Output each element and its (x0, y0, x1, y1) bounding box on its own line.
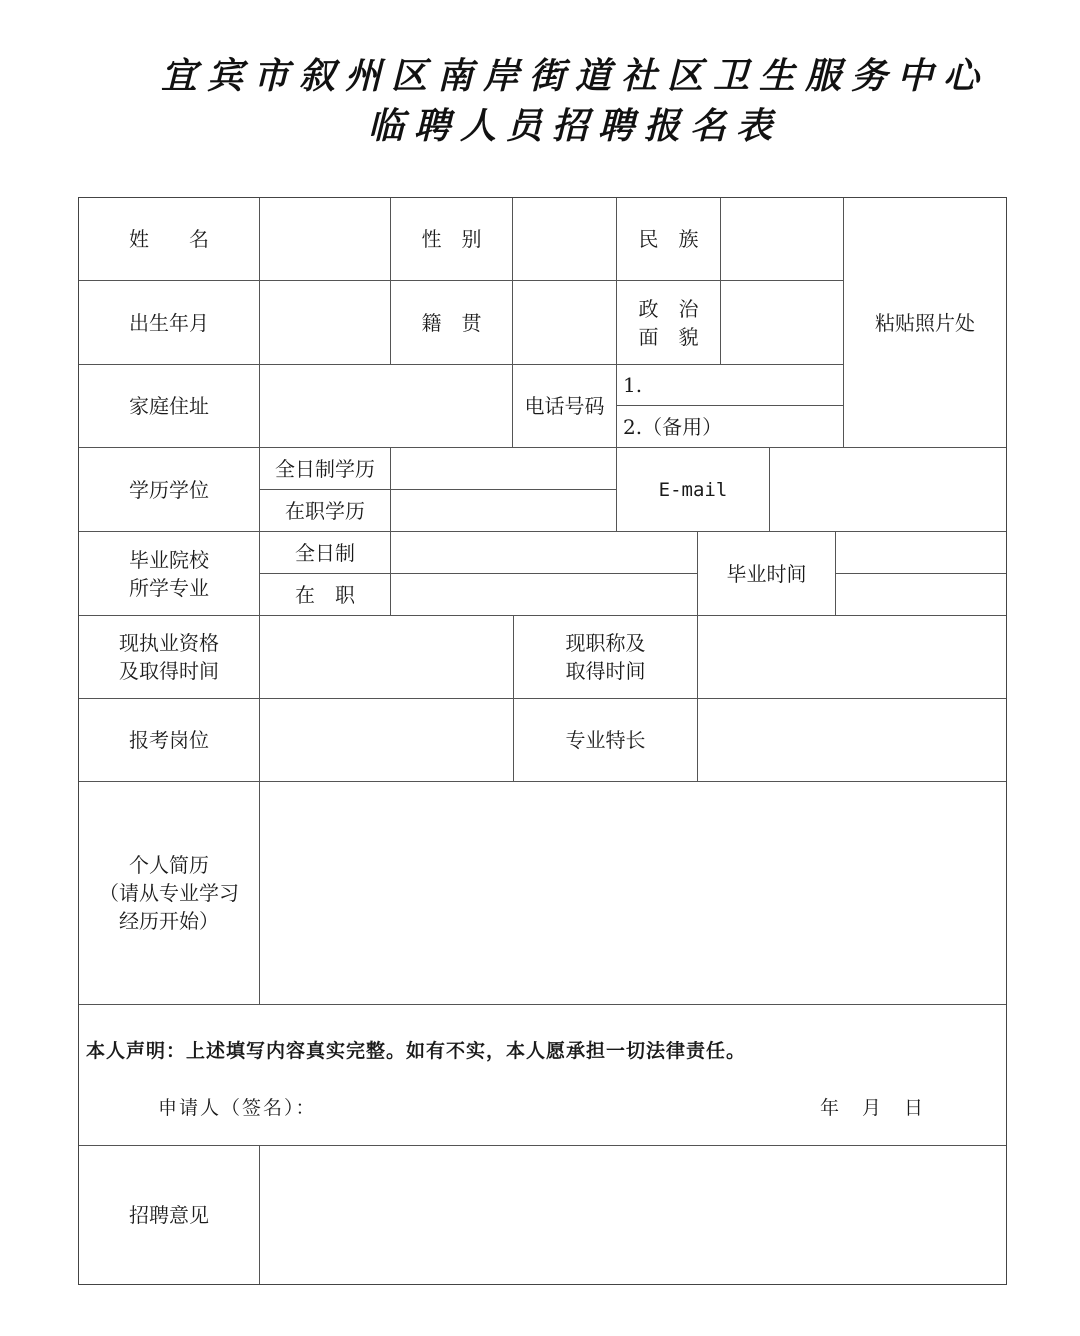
phone-label: 电话号码 (513, 365, 617, 448)
specialty-label: 专业特长 (514, 699, 698, 782)
origin-label: 籍 贯 (391, 281, 513, 365)
name-input[interactable] (260, 198, 391, 281)
fulltime-school-input[interactable] (391, 532, 698, 574)
declaration-section (79, 1005, 1006, 1146)
gender-label: 性 别 (391, 198, 513, 281)
photo-placeholder[interactable]: 粘贴照片处 (844, 198, 1006, 448)
inservice-edu-label: 在职学历 (260, 490, 391, 532)
applicant-signature-label: 申请人（签名）： (158, 1097, 317, 1119)
form-title-line1: 宜宾市叙州区南岸街道社区卫生服务中心 (160, 55, 989, 97)
school-major-label: 毕业院校 所学专业 (79, 532, 260, 616)
email-input[interactable] (770, 448, 1006, 532)
ethnicity-input[interactable] (721, 198, 844, 281)
qualification-input[interactable] (260, 616, 514, 699)
position-input[interactable] (260, 699, 514, 782)
birth-input[interactable] (260, 281, 391, 365)
inservice-school-input[interactable] (391, 574, 698, 616)
resume-input[interactable] (260, 782, 1006, 1005)
signature-date: 年 月 日 (820, 1097, 926, 1119)
ethnicity-label: 民 族 (617, 198, 721, 281)
political-label: 政 治 面 貌 (617, 281, 721, 365)
inservice-edu-input[interactable] (391, 490, 617, 532)
specialty-input[interactable] (698, 699, 1006, 782)
fulltime-edu-label: 全日制学历 (260, 448, 391, 490)
email-label: E-mail (617, 448, 770, 532)
gender-input[interactable] (513, 198, 617, 281)
qualification-label: 现执业资格 及取得时间 (79, 616, 260, 699)
birth-label: 出生年月 (79, 281, 260, 365)
education-label: 学历学位 (79, 448, 260, 532)
fulltime-school-label: 全日制 (260, 532, 391, 574)
grad-time-fulltime-input[interactable] (836, 532, 1006, 574)
title-time-label: 现职称及 取得时间 (514, 616, 698, 699)
address-input[interactable] (260, 365, 513, 448)
name-label: 姓 名 (79, 198, 260, 281)
address-label: 家庭住址 (79, 365, 260, 448)
registration-form-table (78, 197, 1007, 1285)
position-label: 报考岗位 (79, 699, 260, 782)
opinion-label: 招聘意见 (79, 1146, 260, 1284)
grad-time-label: 毕业时间 (698, 532, 836, 616)
origin-input[interactable] (513, 281, 617, 365)
resume-label: 个人简历 （请从专业学习 经历开始） (79, 782, 260, 1005)
opinion-input[interactable] (260, 1146, 1006, 1284)
form-title-line2: 临聘人员招聘报名表 (367, 105, 782, 147)
phone2-input[interactable]: 2.（备用） (617, 406, 844, 448)
inservice-school-label: 在 职 (260, 574, 391, 616)
political-input[interactable] (721, 281, 844, 365)
title-time-input[interactable] (698, 616, 1006, 699)
fulltime-edu-input[interactable] (391, 448, 617, 490)
declaration-statement: 本人声明：上述填写内容真实完整。如有不实，本人愿承担一切法律责任。 (86, 1040, 747, 1062)
phone1-input[interactable]: 1. (617, 365, 844, 406)
grad-time-inservice-input[interactable] (836, 574, 1006, 616)
